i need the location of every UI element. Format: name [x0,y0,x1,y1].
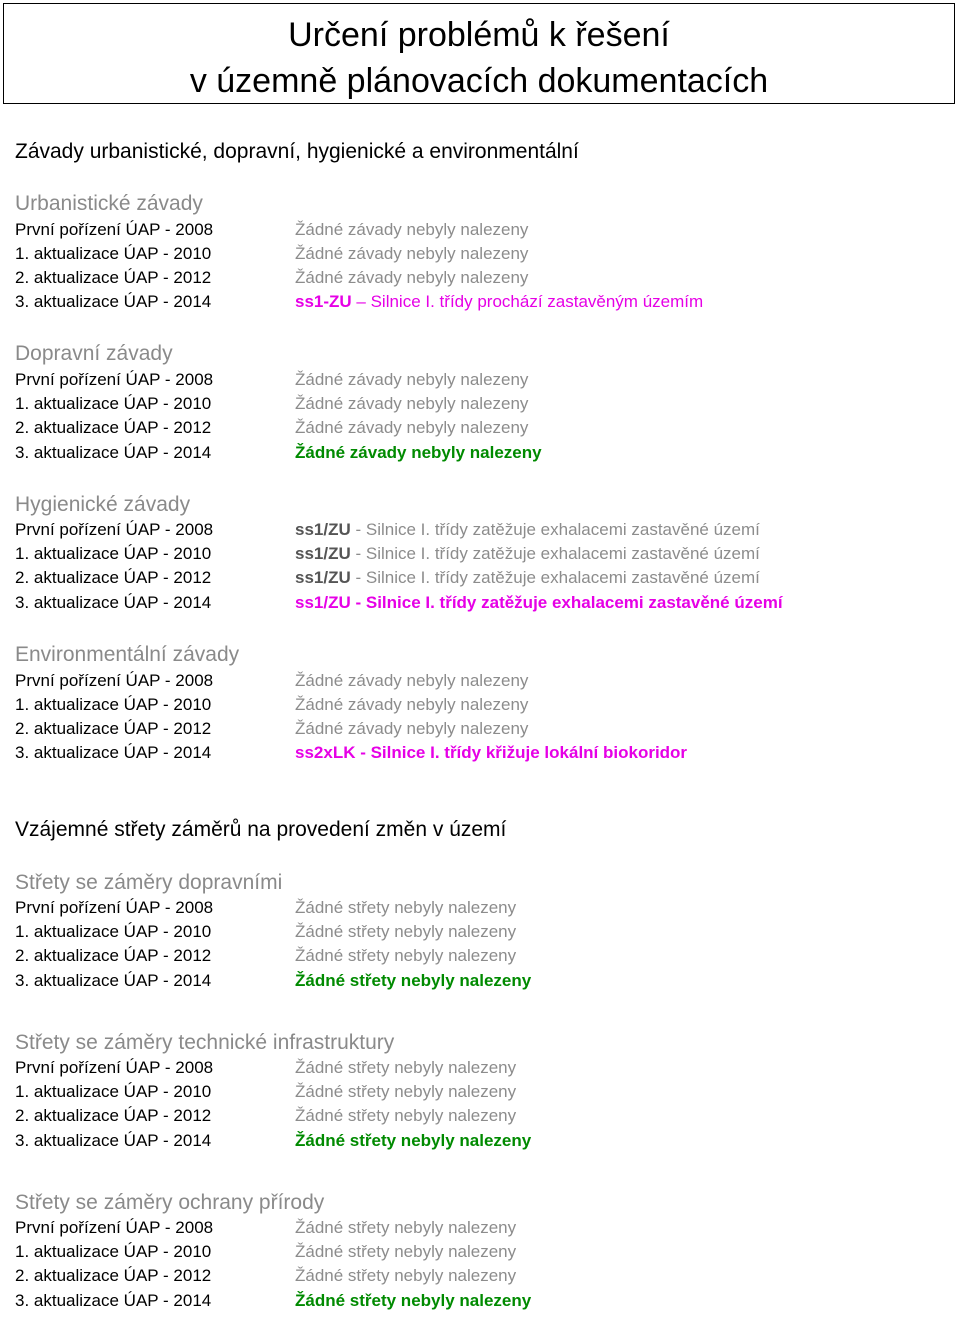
row-value: Žádné závady nebyly nalezeny [295,370,529,389]
table-row [15,368,945,392]
row-label: 2. aktualizace ÚAP - 2012 [15,946,212,965]
row-value-code: ss1/ZU [295,568,351,587]
table-row [15,896,945,920]
table-row [15,1240,945,1264]
page-title-line-2: v územně plánovacích dokumentacích [189,62,769,100]
row-value-code: ss1/ZU [295,544,351,563]
table-row [15,1104,945,1128]
row-label: První pořízení ÚAP - 2008 [15,370,214,389]
row-value: Žádné závady nebyly nalezeny [295,418,529,437]
row-label: První pořízení ÚAP - 2008 [15,671,214,690]
row-label: 3. aktualizace ÚAP - 2014 [15,292,212,311]
row-label: První pořízení ÚAP - 2008 [15,1218,214,1237]
row-label: První pořízení ÚAP - 2008 [15,898,214,917]
row-label: 3. aktualizace ÚAP - 2014 [15,971,212,990]
row-label: 1. aktualizace ÚAP - 2010 [15,695,212,714]
table-row [15,518,945,542]
row-value: Žádné střety nebyly nalezeny [295,946,517,965]
row-value-text: - Silnice I. třídy zatěžuje exhalacemi zastavěné území [350,520,760,539]
table-row [15,566,945,590]
row-value [295,290,703,314]
page-title-line-1: Určení problémů k řešení [288,16,670,54]
row-value: Žádné závady nebyly nalezeny [295,443,542,462]
section-title-strety-ochrana: Střety se záměry ochrany přírody [15,1191,325,1214]
row-value: Žádné závady nebyly nalezeny [295,268,529,287]
row-label: 2. aktualizace ÚAP - 2012 [15,1106,212,1125]
section-title-urbanisticke: Urbanistické závady [15,192,203,215]
row-value: Žádné závady nebyly nalezeny [295,394,529,413]
row-value: Žádné střety nebyly nalezeny [295,1106,517,1125]
row-value: Žádné střety nebyly nalezeny [295,1058,517,1077]
row-value: Žádné závady nebyly nalezeny [295,695,529,714]
section-title-hygienicke: Hygienické závady [15,493,191,516]
table-row [15,218,945,242]
section-title-strety-dopravni: Střety se záměry dopravními [15,871,283,894]
table-row [15,392,945,416]
row-value: Žádné střety nebyly nalezeny [295,1218,517,1237]
row-value: Žádné střety nebyly nalezeny [295,922,517,941]
row-label: 2. aktualizace ÚAP - 2012 [15,418,212,437]
row-value: Žádné střety nebyly nalezeny [295,898,517,917]
table-row [15,542,945,566]
row-value: Žádné závady nebyly nalezeny [295,671,529,690]
table-row [15,920,945,944]
table-row [15,741,945,765]
row-label: 1. aktualizace ÚAP - 2010 [15,1242,212,1261]
row-label: 1. aktualizace ÚAP - 2010 [15,1082,212,1101]
table-row [15,1289,945,1313]
row-label: 2. aktualizace ÚAP - 2012 [15,719,212,738]
table-row [15,693,945,717]
row-value [295,542,760,566]
row-value: Žádné závady nebyly nalezeny [295,244,529,263]
row-label: První pořízení ÚAP - 2008 [15,520,214,539]
row-label: 2. aktualizace ÚAP - 2012 [15,268,212,287]
row-value [295,518,760,542]
title-box [3,3,955,104]
part2-heading: Vzájemné střety záměrů na provedení změn v území [15,818,507,841]
row-value-text: – Silnice I. třídy prochází zastavěným územím [351,292,704,311]
part1-heading: Závady urbanistické, dopravní, hygienické a environmentální [15,140,579,163]
row-value: Žádné střety nebyly nalezeny [295,1242,517,1261]
row-value-text: - Silnice I. třídy zatěžuje exhalacemi zastavěné území [350,544,760,563]
table-row [15,290,945,314]
row-label: 1. aktualizace ÚAP - 2010 [15,244,212,263]
row-value: ss1/ZU - Silnice I. třídy zatěžuje exhalacemi zastavěné území [295,593,783,612]
row-label: 3. aktualizace ÚAP - 2014 [15,593,212,612]
row-value-text: - Silnice I. třídy zatěžuje exhalacemi zastavěné území [350,568,760,587]
table-row [15,969,945,993]
row-label: 1. aktualizace ÚAP - 2010 [15,922,212,941]
row-label: První pořízení ÚAP - 2008 [15,1058,214,1077]
section-title-strety-technicke: Střety se záměry technické infrastruktury [15,1031,395,1054]
table-row [15,1216,945,1240]
row-label: 3. aktualizace ÚAP - 2014 [15,1291,212,1310]
table-row [15,591,945,615]
row-value: Žádné závady nebyly nalezeny [295,220,529,239]
table-row [15,717,945,741]
row-value [295,566,760,590]
row-value: ss2xLK - Silnice I. třídy křižuje lokální biokoridor [295,743,688,762]
row-value: Žádné závady nebyly nalezeny [295,719,529,738]
row-value-code: ss1/ZU [295,520,351,539]
row-label: 2. aktualizace ÚAP - 2012 [15,568,212,587]
table-row [15,416,945,440]
table-row [15,1080,945,1104]
row-label: 1. aktualizace ÚAP - 2010 [15,544,212,563]
row-value: Žádné střety nebyly nalezeny [295,1291,532,1310]
row-value: Žádné střety nebyly nalezeny [295,1131,532,1150]
table-row [15,1056,945,1080]
table-row [15,1129,945,1153]
row-label: 1. aktualizace ÚAP - 2010 [15,394,212,413]
section-title-environmentalni: Environmentální závady [15,643,240,666]
table-row [15,1264,945,1288]
table-row [15,266,945,290]
row-value: Žádné střety nebyly nalezeny [295,971,532,990]
row-label: 3. aktualizace ÚAP - 2014 [15,743,212,762]
table-row [15,441,945,465]
row-value: Žádné střety nebyly nalezeny [295,1082,517,1101]
row-value-code: ss1-ZU [295,292,352,311]
table-row [15,944,945,968]
table-row [15,242,945,266]
table-row [15,669,945,693]
row-value: Žádné střety nebyly nalezeny [295,1266,517,1285]
row-label: První pořízení ÚAP - 2008 [15,220,214,239]
row-label: 3. aktualizace ÚAP - 2014 [15,443,212,462]
row-label: 3. aktualizace ÚAP - 2014 [15,1131,212,1150]
section-title-dopravni: Dopravní závady [15,342,173,365]
row-label: 2. aktualizace ÚAP - 2012 [15,1266,212,1285]
